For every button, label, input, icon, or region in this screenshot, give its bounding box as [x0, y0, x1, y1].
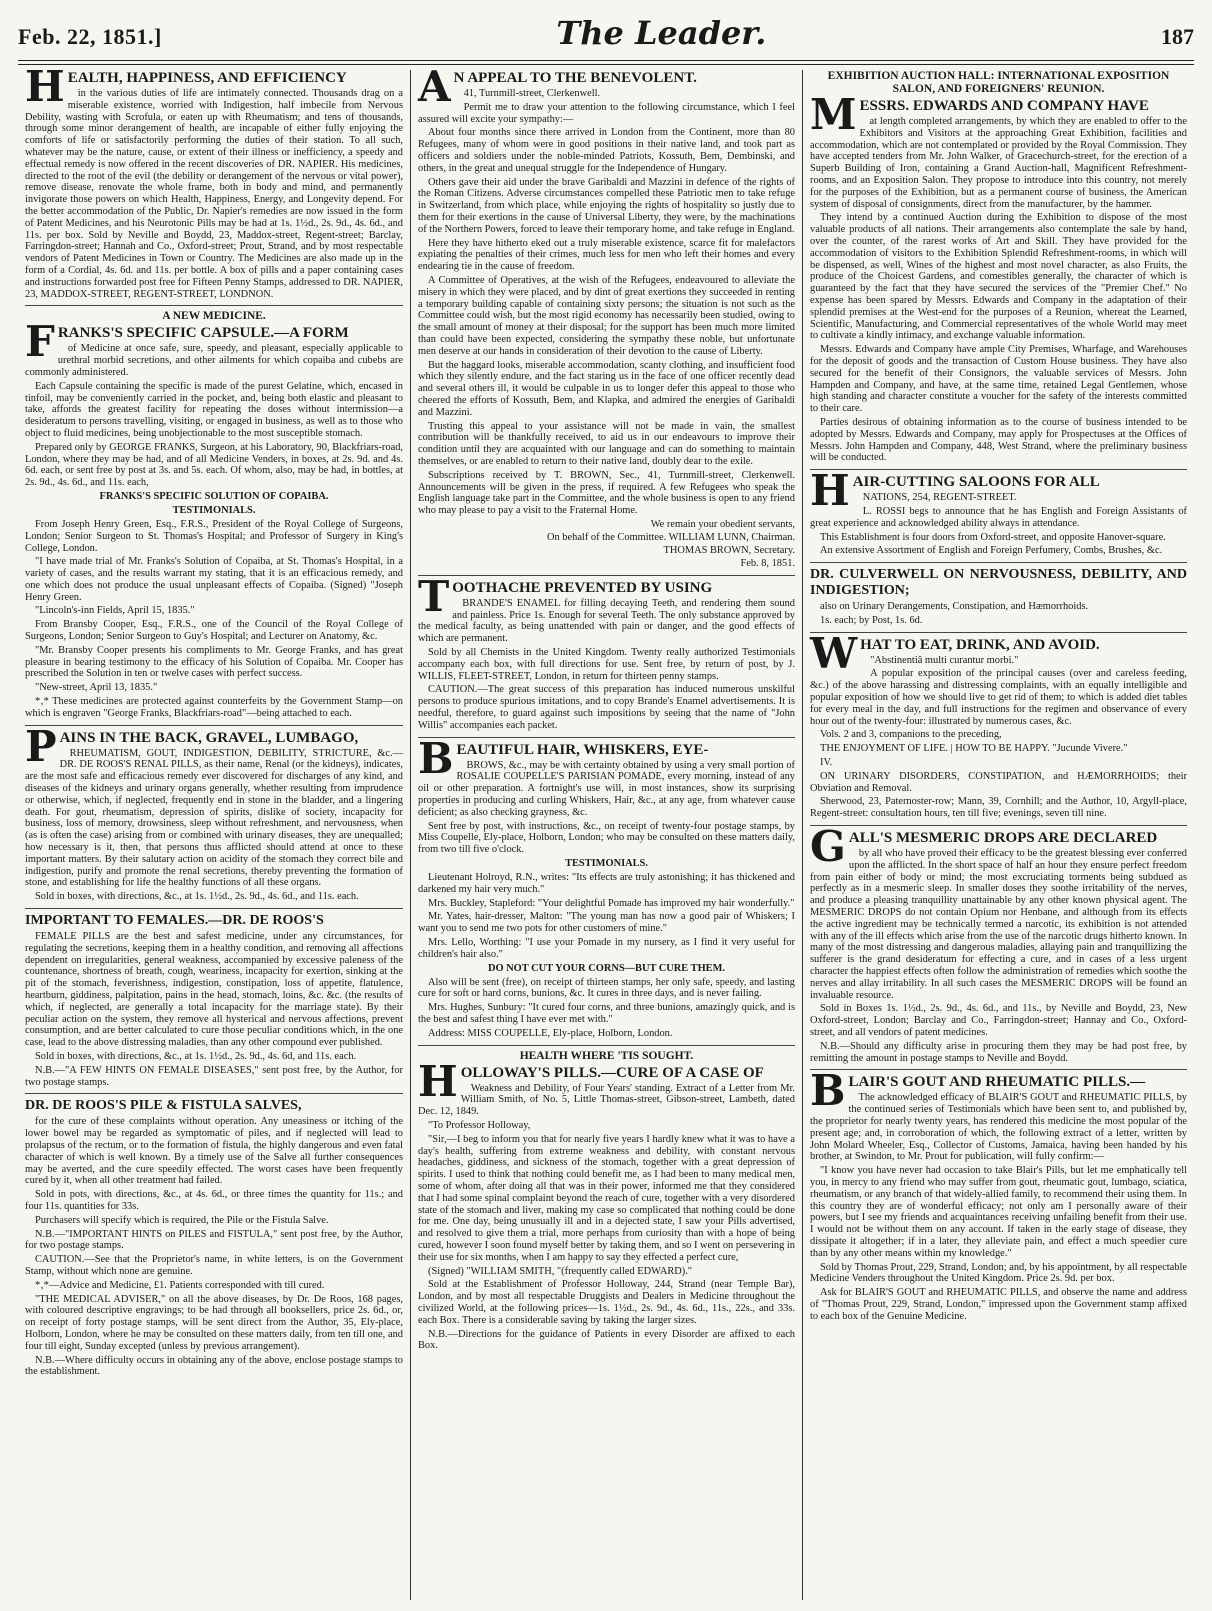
ad-paragraph: "Lincoln's-inn Fields, April 15, 1835."	[35, 605, 195, 617]
ad-subhead: TESTIMONIALS.	[565, 858, 648, 870]
ad-paragraph: A Committee of Operatives, at the wish of the Refugees, endeavoured to alleviate the misery in which they were placed, and by dint of great exertions they succeeded in renting a temporary building capable of containing sixty persons; the situation is not such as the Committee could wish, but the most rigid economy has necessarily been studied, owing to the small amount of money at their disposal; for the support has been much more limited than could have been expected, considering the sympathy these noble, but unfortunate men deserve at our hands in consideration of their devotion to the cause of Liberty.	[418, 274, 795, 357]
ad-divider	[810, 632, 1187, 633]
ad-heading: ALL'S MESMERIC DROPS ARE DECLARED	[848, 830, 1158, 847]
drop-cap: G	[810, 822, 846, 872]
ad-heading: AINS IN THE BACK, GRAVEL, LUMBAGO,	[59, 729, 359, 746]
advertisement	[810, 567, 1187, 627]
ad-body	[25, 1098, 403, 1378]
ad-paragraph: But the haggard looks, miserable accommodation, scanty clothing, and insufficient food which they silently endure, and the fact staring us in the face of one officer recently dead and several others ill, it would be culpable in us to longer defer this appeal to those who cheered the efforts of Kossuth, Bem, and Klapka, and admired the energies of Garibaldi and Mazzini.	[418, 359, 795, 418]
ad-paragraph: A popular exposition of the principal causes (over and careless feeding, &c.) of the above harassing and distressing complaints, with an equally intelligible and popular exposition of how we should live to get rid of them; to which is added diet tables for every meal in the day, and full instructions for the regimen and observance of every hour out of the twenty-four: illustrated by numerous cases, &c.	[810, 668, 1187, 727]
ad-paragraph: CAUTION.—See that the Proprietor's name, in white letters, is on the Government Stamp, without which none are genuine.	[25, 1254, 403, 1277]
ad-paragraph: Here they have hitherto eked out a truly miserable existence, scarce fit for malefactors expiating the penalties of their crimes, much less for men who left their homes and every endearing tie in the cause of freedom.	[418, 237, 795, 273]
ad-body	[418, 70, 795, 570]
ad-divider	[418, 1045, 795, 1046]
ad-heading: N APPEAL TO THE BENEVOLENT.	[453, 70, 697, 86]
ad-paragraph: N.B.—Where difficulty occurs in obtaining any of the above, enclose postage stamps to the establishment.	[25, 1354, 403, 1378]
ad-body	[418, 1056, 795, 1353]
issue-date: Feb. 22, 1851.]	[18, 24, 162, 49]
ad-paragraph: BROWS, &c., may be with certainty obtained by using a very small portion of ROSALIE COUPELLE'S PARISIAN POMADE, every morning, instead of any oil or other preparation. A fortnight's use will, in most instances, show its surprising properties in producing and curling Whiskers, Hair, &c., at any age, from whatever cause deficient; as also checking grayness, &c.	[418, 759, 795, 818]
advertisement	[810, 70, 1187, 464]
ad-kicker: HEALTH WHERE 'TIS SOUGHT.	[519, 1049, 694, 1062]
ad-heading: DR. CULVERWELL ON NERVOUSNESS, DEBILITY, AND INDIGESTION;	[810, 567, 1187, 599]
ad-paragraph: Mrs. Buckley, Stapleford: "Your delightful Pomade has improved my hair wonderfully."	[428, 897, 795, 909]
advertisement	[418, 733, 795, 1040]
ad-paragraph: (Signed) "WILLIAM SMITH, "(frequently called EDWARD)."	[428, 1265, 693, 1277]
ad-body	[810, 466, 1187, 557]
ad-heading: OLLOWAY'S PILLS.—CURE OF A CASE OF	[460, 1064, 764, 1081]
ad-paragraph: L. ROSSI begs to announce that he has English and Foreign Assistants of great experience and acknowledged ability always in attendance.	[810, 505, 1187, 529]
ad-divider	[810, 562, 1187, 563]
ad-paragraph: Weakness and Debility, of Four Years' standing. Extract of a Letter from Mr. William Smith, of No. 5, Little Thomas-street, Gibson-street, Lambeth, dated Dec. 12, 1849.	[418, 1082, 795, 1118]
ad-divider	[418, 737, 795, 738]
columns	[18, 70, 1194, 1600]
ad-heading: LAIR'S GOUT AND RHEUMATIC PILLS.—	[848, 1074, 1146, 1091]
drop-cap: H	[810, 466, 850, 516]
ad-body	[810, 90, 1187, 464]
ad-paragraph: From Joseph Henry Green, Esq., F.R.S., President of the Royal College of Surgeons, London; Senior Surgeon to St. Thomas's Hospital; and Professor of Surgery in King's College, London.	[25, 518, 403, 554]
ad-kicker: EXHIBITION AUCTION HALL: INTERNATIONAL EXPOSITION SALON, AND FOREIGNERS' REUNION.	[827, 70, 1170, 95]
ad-body	[810, 628, 1187, 820]
ad-divider	[25, 725, 403, 726]
ad-heading: AIR-CUTTING SALOONS FOR ALL	[852, 474, 1100, 491]
ad-paragraph: N.B.—Directions for the guidance of Patients in every Disorder are affixed to each Box.	[418, 1328, 795, 1352]
ad-body	[25, 913, 403, 1088]
ad-subhead: DO NOT CUT YOUR CORNS—BUT CURE THEM.	[488, 962, 725, 974]
ad-paragraph: "I have made trial of Mr. Franks's Solution of Copaiba, at St. Thomas's Hospital, in a variety of cases, and the results warrant my stating, that it is an efficacious remedy, and one which does not produce the usual unpleasant effects of Copaiba. (Signed) "Joseph Henry Green.	[25, 556, 403, 603]
ad-body	[418, 571, 795, 732]
advertisement	[25, 913, 403, 1088]
ad-paragraph: Also will be sent (free), on receipt of thirteen stamps, her only safe, speedy, and lasting cure for soft or hard corns, bunions, &c. It cures in three days, and is never failing.	[418, 976, 795, 1000]
ad-heading: HAT TO EAT, DRINK, AND AVOID.	[860, 636, 1100, 653]
ad-signoff: We remain your obedient servants,	[650, 518, 795, 530]
ad-signoff: THOMAS BROWN, Secretary.	[663, 544, 795, 556]
ad-paragraph: Trusting this appeal to your assistance will not be made in vain, the smallest contribution will be thankfully received, to aid us in our endeavours to improve their condition until they are acquainted with our language and can do something to maintain themselves, or are enabled to return to their native land, doubly dear to the exile.	[418, 420, 795, 467]
ad-paragraph: Sold at the Establishment of Professor Holloway, 244, Strand (near Temple Bar), London, and by most all respectable Druggists and Dealers in Medicine throughout the civilized World, at the following prices—1s. 1½d., 2s. 9d., 4s. 6d., 11s., 22s., and 33s. each Box. There is a considerable saving by taking the larger sizes.	[418, 1279, 795, 1326]
ad-heading: ESSRS. EDWARDS AND COMPANY HAVE	[859, 98, 1149, 114]
ad-paragraph: Prepared only by GEORGE FRANKS, Surgeon, at his Laboratory, 90, Blackfriars-road, London, where they may be had, and of all Medicine Venders, in boxes, at 2s. 9d. and 4s. 6d. each, or sent free by post at 3s. and 5s. each. Of whom, also, may be had, in bottles, at 2s. 9d., 4s. 6d., and 11s. each,	[25, 441, 403, 489]
ad-paragraph: Sold by all Chemists in the United Kingdom. Twenty really authorized Testimonials accompany each box, with full directions for use. Sent free, by return of post, by J. WILLIS, FLEET-STREET, London, in return for thirteen penny stamps.	[418, 647, 795, 682]
ad-body	[25, 721, 403, 903]
ad-paragraph: of Medicine at once safe, sure, speedy, and pleasant, especially applicable to urethral morbid secretions, and other ailments for which copaiba and cubebs are commonly administered.	[25, 343, 403, 378]
ad-paragraph: Sold in boxes, with directions, &c., at 1s. 1½d., 2s. 9d., 4s. 6d., and 11s. each.	[35, 891, 359, 903]
ad-subhead: FRANKS'S SPECIFIC SOLUTION OF COPAIBA.	[99, 490, 329, 502]
ad-paragraph: 1s. each; by Post, 1s. 6d.	[820, 614, 923, 626]
ad-paragraph: NATIONS, 254, REGENT-STREET.	[862, 492, 1017, 504]
ad-paragraph: An extensive Assortment of English and Foreign Perfumery, Combs, Brushes, &c.	[820, 545, 1163, 557]
ad-body	[810, 1066, 1187, 1322]
header-rule	[18, 60, 1194, 61]
ad-paragraph: Mrs. Lello, Worthing: "I use your Pomade in my nursery, as I find it very useful for children's hair also."	[418, 937, 795, 960]
ad-heading: DR. DE ROOS'S PILE & FISTULA SALVES,	[25, 1098, 302, 1114]
ad-paragraph: N.B.—"IMPORTANT HINTS on PILES and FISTULA," sent post free, by the Author, for two postage stamps.	[25, 1228, 403, 1252]
ad-paragraph: Purchasers will specify which is required, the Pile or the Fistula Salve.	[35, 1214, 329, 1226]
ad-paragraph: They intend by a continued Auction during the Exhibition to dispose of the most valuable products of all nations. Their arrangements also contemplate the sale by hand, over the counter, of the rarest works of Art and Skill. They have provided for the accommodation of visitors to the Exhibition Splendid Refreshment-rooms, in which will be dispensed, as well, Wines of the highest and most novel character, as also Fruits, the produce of the Choicest Gardens, and comestibles generally, the character of which is guaranteed by the fact that they have secured the services of the "Premier Chef." No expense has been spared by Messrs. Edwards and Company in the adaptation of their splendid premises at the West-end for the purposes of a Reunion, whereat the Learned, Scientific, Manufacturing, and Commercial representatives of the whole World may meet to cultivate a kindly intimacy, and exchange valuable information.	[810, 212, 1187, 342]
advertisement	[810, 1066, 1187, 1322]
drop-cap: H	[418, 1056, 458, 1106]
ad-paragraph: CAUTION.—The great success of this preparation has induced numerous unskilful persons to produce spurious imitations, and to copy Brande's Enamel advertisements. It is needful, therefore, to guard against such impositions by seeing that the name of "John Willis" accompanies each packet.	[418, 684, 795, 731]
drop-cap: M	[810, 90, 857, 139]
advertisement	[418, 571, 795, 732]
ad-body	[810, 567, 1187, 627]
ad-heading: RANKS'S SPECIFIC CAPSULE.—A FORM	[57, 325, 349, 342]
ad-paragraph: "To Professor Holloway,	[428, 1119, 531, 1131]
ad-paragraph: IV.	[820, 757, 833, 769]
drop-cap: F	[25, 317, 55, 367]
masthead-title: The Leader.	[556, 14, 767, 52]
ad-signoff: On behalf of the Committee. WILLIAM LUNN, Chairman.	[547, 531, 795, 543]
drop-cap: T	[418, 571, 450, 621]
ad-paragraph: "Mr. Bransby Cooper presents his compliments to Mr. George Franks, and has great pleasure in bearing testimony to the efficacy of his Solution of Copaiba. Mr. Cooper has prescribed the Solution in ten or twelve cases with perfect success.	[25, 644, 403, 680]
advertisement	[418, 70, 795, 570]
advertisement	[25, 1098, 403, 1378]
ad-paragraph: Subscriptions received by T. BROWN, Sec., 41, Turnmill-street, Clerkenwell. Announcements will be given in the press, if required. A few Refugees who speak the English language take part in the Committee, and the whole business is open to any friend who may please to pay a visit to the Fraternal Home.	[418, 469, 795, 517]
ad-paragraph: "I know you have never had occasion to take Blair's Pills, but let me emphatically tell you, in mercy to any friend who may suffer from gout, rheumatic gout, lumbago, sciatica, rheumatism, or any branch of that widely-allied family, to recommend their using them. In this country they are of wonderful efficacy; not only am I personally aware of their powers, but I see my friends and acquaintances receiving unfailing benefit from their use. I would not be without them on any account. If taken in the early stage of disease, they dissipate it altogether; if in a later, they alleviate pain, and effect a much speedier cure than by any other means within my knowledge."	[810, 1165, 1187, 1259]
drop-cap: B	[810, 1066, 846, 1116]
ad-body	[25, 70, 403, 300]
advertisement	[810, 466, 1187, 557]
column-left	[18, 70, 410, 1600]
ad-paragraph: "New-street, April 13, 1835."	[35, 682, 158, 694]
ad-paragraph: About four months since there arrived in London from the Continent, more than 80 Refugees, many of whom were in good positions in their native land, and took part as officers and soldiers under the noble-minded Patriots, Kossuth, Bem, Dembinski, and others, in the great and unequal struggle for the Independence of Hungary.	[418, 127, 795, 174]
ad-divider	[25, 305, 403, 306]
ad-heading: IMPORTANT TO FEMALES.—DR. DE ROOS'S	[25, 913, 324, 929]
ad-paragraph: FEMALE PILLS are the best and safest medicine, under any circumstances, for regulating the secretions, keeping them in a healthy condition, and removing all affections dependent on irregularities, general weakness, accompanied by excessive paleness of the countenance, shortness of breath, cough, weariness, incapacity for exertion, sinking at the pit of the stomach, feverishness, indigestion, constipation, loss of appetite, flatulence, heartburn, giddiness, palpitation, pains in the head, stomach, loins, &c. &c. (the results of which, if neglected, are generally a total incapacity for the marriage state). By their peculiar action on the system, they remove all hysterical and nervous affections, prevent consumption, and are better calculated to cure those peculiar conditions which, in the one case, lead to the above distressing maladies, than any other compound ever published.	[25, 931, 403, 1049]
ad-divider	[418, 575, 795, 576]
ad-paragraph: "Sir,—I beg to inform you that for nearly five years I hardly knew what it was to have a day's health, suffering from extreme weakness and debility, with constant nervous headaches, giddiness, and sickness of the stomach, together with a great depression of spirits. I used to think that nothing could benefit me, as I had been to many medical men, some of whom, after doing all that was in their power, informed me that they considered that I had some spinal complaint beyond the reach of cure, together with a very disordered state of the stomach and liver, making my case so complicated that nothing could be done for me. One day, being unusually ill and in a dejected state, I saw your Pills advertised, and resolved to give them a trial, more perhaps from curiosity than with a hope of being cured, however I soon found myself better by taking them, and so I went on persevering in their use for six months, when I am happy to say they effected a perfect cure,	[418, 1133, 795, 1263]
advertisement	[25, 70, 403, 300]
ad-paragraph: BRANDE'S ENAMEL for filling decaying Teeth, and rendering them sound and painless. Price 1s. Enough for several Teeth. The only substance approved by the medical faculty, as being unattended with pain or danger, and the good effects of which are permanent.	[418, 597, 795, 645]
ad-paragraph: Sold in pots, with directions, &c., at 4s. 6d., or three times the quantity for 11s.; and four 11s. quantities for 33s.	[25, 1189, 403, 1212]
ad-paragraph: also on Urinary Derangements, Constipation, and Hæmorrhoids.	[820, 601, 1089, 613]
ad-paragraph: by all who have proved their efficacy to be the greatest blessing ever conferred upon the afflicted. In the short space of half an hour they ensure perfect freedom from pain either of body or mind; the most excruciating torments being subdued as perfectly as in a mesmeric sleep. In smaller doses they soothe irritability of the nerves, and produce a pleasing tranquillity unattainable by any other known physical agent. The MESMERIC DROPS do not contain Opium nor Henbane, and although from its effects the active ingredient may be technically termed a narcotic, its exhibition is not attended with any of the ill effects which arise from the use of the narcotic drugs hitherto known. In many of the most distressing and dangerous maladies, allaying pain and tranquillizing the sufferer is the grand desideratum for effecting a cure, and in cases of a less urgent character the happiest effects often follow the administration of remedies which soothe the nerves and allay irritability. In all such cases the MESMERIC DROPS will be found an invaluable resource.	[810, 848, 1187, 1001]
header-rule-2	[18, 64, 1194, 65]
ad-paragraph: Address: MISS COUPELLE, Ely-place, Holborn, London.	[428, 1027, 673, 1039]
ad-paragraph: Parties desirous of obtaining information as to the course of business intended to be adopted by Messrs. Edwards and Company, may apply for Prospectuses at the Offices of Messrs. John Hampden and Company, 448, West Strand, where the preliminary business will be conducted.	[810, 416, 1187, 464]
ad-signoff: Feb. 8, 1851.	[740, 557, 795, 569]
ad-heading: EAUTIFUL HAIR, WHISKERS, EYE-	[456, 741, 709, 758]
ad-paragraph: Sent free by post, with instructions, &c., on receipt of twenty-four postage stamps, by Miss Coupelle, Ely-place, Holborn, London; who may be consulted on these matters daily, from two till five o'clock.	[418, 820, 795, 856]
ad-paragraph: ON URINARY DISORDERS, CONSTIPATION, and HÆMORRHOIDS; their Obviation and Removal.	[810, 770, 1187, 794]
ad-paragraph: at length completed arrangements, by which they are enabled to offer to the Exhibitors and Visitors at the approaching Great Exhibition, facilities and accommodation, which are not contemplated or provided by the Royal Commission. They have accepted tenders from Mr. John Walker, of Gracechurch-street, for the erection of a Superb Building of Iron, containing a Grand Auction-hall, Magnificent Refreshment-rooms, and an Exposition Salon. They propose to introduce into this country, not merely for the purposes of the Exhibition, but as a permanent course of business, the American system of disposal of consignments, direct from the manufacturer, by the hammer.	[810, 116, 1187, 210]
ad-paragraph: Sold by Thomas Prout, 229, Strand, London; and, by his appointment, by all respectable Medicine Venders throughout the United Kingdom. Price 2s. 9d. per box.	[810, 1261, 1187, 1285]
ad-kicker: A NEW MEDICINE.	[162, 310, 266, 323]
ad-paragraph: Lieutenant Holroyd, R.N., writes: "Its effects are truly astonishing; it has thickened and darkened my hair very much."	[418, 872, 795, 895]
advertisement	[418, 1050, 795, 1353]
ad-subhead: TESTIMONIALS.	[172, 504, 256, 516]
ad-paragraph: THE ENJOYMENT OF LIFE. | HOW TO BE HAPPY. "Jucunde Vivere."	[820, 743, 1128, 755]
ad-paragraph: From Bransby Cooper, Esq., F.R.S., one of the Council of the Royal College of Surgeons, London; Senior Surgeon to Guy's Hospital; and Lecturer on Anatomy, &c.	[25, 619, 403, 643]
ad-paragraph: Vols. 2 and 3, companions to the preceding,	[820, 729, 1002, 741]
ad-paragraph: "THE MEDICAL ADVISER," on all the above diseases, by Dr. De Roos, 168 pages, with coloured descriptive engravings; to be had through all booksellers, price 2s. 6d., or, on receipt of forty postage stamps, will be sent direct from the Author, 35, Ely-place, Holborn, London, where he may be consulted on these matters daily, from ten till one, and four till eight, Sunday excepted (unless by previous arrangement).	[25, 1293, 403, 1352]
advertisement	[810, 822, 1187, 1064]
ad-paragraph: 41, Turnmill-street, Clerkenwell.	[463, 88, 601, 99]
ad-paragraph: Ask for BLAIR'S GOUT and RHEUMATIC PILLS, and observe the name and address of "Thomas Prout, 229, Strand, London," impressed upon the Government stamp affixed to each box of the Genuine Medicine.	[810, 1287, 1187, 1322]
ad-paragraph: RHEUMATISM, GOUT, INDIGESTION, DEBILITY, STRICTURE, &c.—DR. DE ROOS'S RENAL PILLS, as their name, Renal (or the kidneys), indicates, are the most safe and efficacious remedy ever discovered for discharges of any kind, and diseases of the kidneys and urinary organs generally, whether resulting from imprudence or otherwise, which, if neglected, frequently end in stone in the bladder, and a lingering death. For gout, rheumatism, depression of spirits, dislike of society, incapacity for business, loss of memory, drowsiness, sleep without refreshment, and nervousness, when (as is often the case) arising from or combined with urinary diseases, they are unequalled; how necessary is it, then, that persons thus afflicted should attend at once to these important matters. By their salutary action on acidity of the stomach they correct bile and indigestion, purify and promote the renal secretions, thereby preventing the formation of stone, and establishing for life the healthy functions of all these organs.	[25, 747, 403, 889]
advertisement	[25, 721, 403, 903]
column-right	[802, 70, 1194, 1600]
ad-paragraph: Mr. Yates, hair-dresser, Malton: "The young man has now a good pair of Whiskers; I want you to send me two pots for other customers of mine."	[418, 911, 795, 935]
ad-paragraph: N.B.—Should any difficulty arise in procuring them they may be had post free, by remitting the amount in postage stamps to Neville and Boydd.	[810, 1040, 1187, 1064]
advertisement	[25, 310, 403, 719]
ad-paragraph: in the various duties of life are intimately connected. Thousands drag on a miserable existence, worried with Indigestion, half imbecile from Nervous Debility, wasting with Scrofula, or eaten up with Rheumatism; and tens of thousands, through some minor derangement of health, are incapable of either fully enjoying the comforts of life or satisfactorily performing the duties of their station. To all such, whatever may be the nature, cause, or extent of their illness or inefficiency, a speedy and effectual remedy is now offered in the recent discoveries of DR. NAPIER. His medicines, directed to the root of the evil (the debility or derangement of the nervous or vital power), remove disease, renovate the whole frame, both in body and mind, and permanently invigorate those powers on which Health, Happiness, Energy, and Longevity depend. For the better accommodation of the Public, Dr. Napier's remedies are now issued in the form of Patent Medicines, and his Neurotonic Pills may be had at 1s. 1½d., 2s. 9d., 4s. 6d., and 11s. per box. Sold by Neville and Boydd, 23, Maddox-street, Regent-street; Barclay, Farringdon-street; Hannah and Co., Oxford-street; Prout, Strand, and by most respectable vendors of Patent Medicines in Town or Country. The Medicines are also made up in the form of a Cordial, 4s. 6d. and 11s. per bottle. A box of pills and a paper containing cases and instructions forwarded post free for Fifteen Penny Stamps, addressed to DR. NAPIER, 23, MADDOX-STREET, REGENT-STREET, LONDNON.	[25, 88, 403, 300]
ad-divider	[25, 908, 403, 909]
drop-cap: H	[25, 70, 65, 111]
ad-heading: EALTH, HAPPINESS, AND EFFICIENCY	[67, 70, 347, 86]
ad-paragraph: This Establishment is four doors from Oxford-street, and opposite Hanover-square.	[820, 531, 1166, 543]
ad-divider	[25, 1093, 403, 1094]
ad-paragraph: Sold in Boxes 1s. 1½d., 2s. 9d., 4s. 6d., and 11s., by Neville and Boydd, 23, New Oxford-street, London; Barclay and Co., Farringdon-street; Hannay and Co., Oxford-street, and all vendors of patent medicines.	[810, 1003, 1187, 1038]
drop-cap: A	[418, 70, 451, 111]
column-middle	[410, 70, 802, 1600]
ad-paragraph: Mrs. Hughes, Sunbury: "It cured four corns, and three bunions, amazingly quick, and is the best and safest thing I have ever met with."	[418, 1002, 795, 1025]
ad-body	[810, 822, 1187, 1064]
ad-paragraph: The acknowledged efficacy of BLAIR'S GOUT and RHEUMATIC PILLS, by the continued series of Testimonials which have been sent to, and published by, the proprietor for nearly twenty years, has rendered this medicine the most popular of the present age; and, in corroboration of which, the following extract of a letter, written by John Molard Wheeler, Esq., Collector of Customs, Jamaica, having been handed by his brother, at Swindon, to Mr. Prout for publication, will fully confirm:—	[810, 1092, 1187, 1163]
ad-divider	[810, 825, 1187, 826]
ad-paragraph: Messrs. Edwards and Company have ample City Premises, Wharfage, and Warehouses for the deposit of goods and the transaction of Custom House business. They have also secured for the benefit of their Consignors, the valuable services of Messrs. John Hampden and Company, and have, at the same time, retained Legal Gentlemen, whose high standing and character constitute a voucher for the safety of the interests committed to their care.	[810, 344, 1187, 415]
drop-cap: B	[418, 733, 454, 783]
ad-paragraph: "Abstinentiâ multi curantur morbi."	[870, 654, 1019, 666]
ad-paragraph: Each Capsule containing the specific is made of the purest Gelatine, which, encased in tinfoil, may be conveniently carried in the pocket, and, being both elastic and pleasant to take, affords the greatest facility for repeating the doses without intermission—a desideratum to persons travelling, visiting, or engaged in business, as well as to those who object to fluid medicines, being unobjectionable to the most susceptible stomach.	[25, 380, 403, 439]
ad-paragraph: Permit me to draw your attention to the following circumstance, which I feel assured will excite your sympathy:—	[418, 101, 795, 125]
ad-divider	[810, 1069, 1187, 1070]
ad-paragraph: for the cure of these complaints without operation. Any uneasiness or itching of the lower bowel may be regarded as symptomatic of piles, and if neglected will lead to prolapsus of the rectum, or to the formation of fistula, the highly dangerous and even fatal character of which is well known. By a timely use of the Salve all further consequences may be averted, and the cure speedily effected. The worst cases have been frequently cured by it, when all other treatment had failed.	[25, 1116, 403, 1187]
drop-cap: W	[810, 628, 858, 678]
ad-paragraph: *‚*—Advice and Medicine, £1. Patients corresponded with till cured.	[35, 1279, 325, 1291]
ad-body	[25, 317, 403, 719]
ad-body	[418, 733, 795, 1040]
ad-divider	[810, 469, 1187, 470]
ad-paragraph: *‚* These medicines are protected against counterfeits by the Government Stamp—on which is engraven "George Franks, Blackfriars-road"—being attached to each.	[25, 696, 403, 719]
drop-cap: P	[25, 721, 57, 771]
ad-paragraph: N.B.—"A FEW HINTS ON FEMALE DISEASES," sent post free, by the Author, for two postage stamps.	[25, 1064, 403, 1088]
ad-heading: OOTHACHE PREVENTED BY USING	[452, 579, 713, 596]
ad-paragraph: Others gave their aid under the brave Garibaldi and Mazzini in defence of the rights of the Roman Citizens. Adverse circumstances compelled these Patriotic men to take refuge in Switzerland, from which place, while enjoying the rights of hospitality so justly due to them for their exertions in the cause of Universal Liberty, they were, by the machinations of the Northern Powers, forced to leave their temporary home, and take refuge in England.	[418, 176, 795, 235]
advertisement	[810, 628, 1187, 820]
page-number: 187	[1160, 24, 1194, 49]
ad-paragraph: Sold in boxes, with directions, &c., at 1s. 1½d., 2s. 9d., 4s. 6d, and 11s. each.	[35, 1050, 357, 1062]
page-header	[18, 14, 1194, 58]
ad-paragraph: Sherwood, 23, Paternoster-row; Mann, 39, Cornhill; and the Author, 10, Argyll-place, Regent-street: consultation hours, ten till five; evenings, seven till nine.	[810, 796, 1187, 820]
